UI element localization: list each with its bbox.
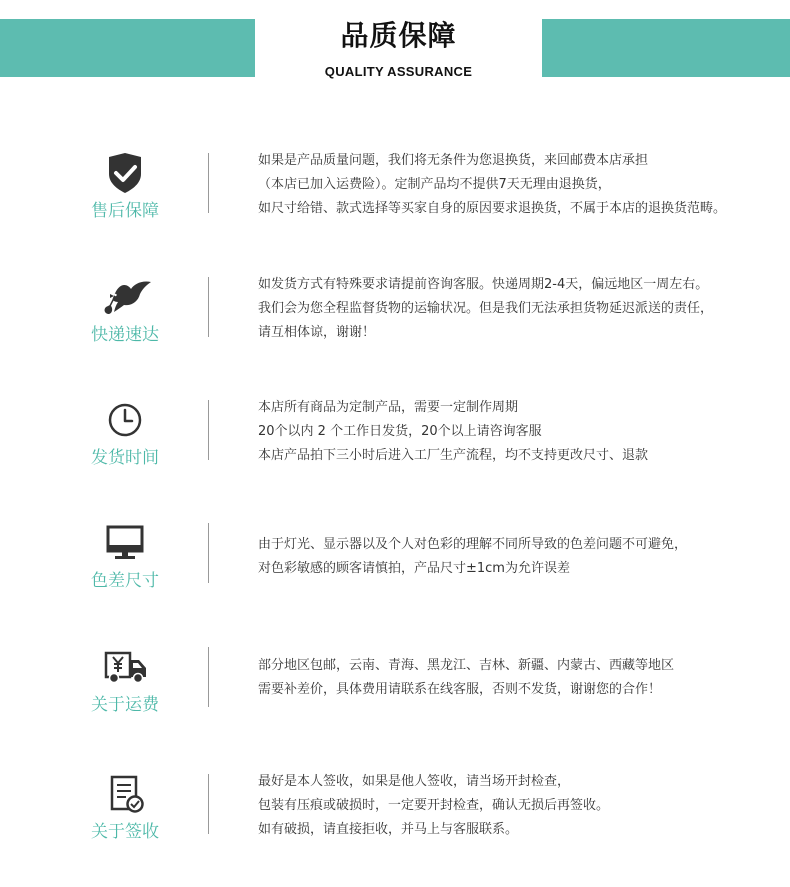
shield-check-icon xyxy=(104,152,146,194)
section-text xyxy=(258,533,778,581)
delivery-truck-yen-icon xyxy=(102,646,150,688)
section-signing xyxy=(0,773,790,873)
section-text xyxy=(258,770,778,842)
page-title: 品质保障 xyxy=(340,19,457,52)
divider xyxy=(208,523,209,583)
divider xyxy=(208,647,209,707)
section-label: 快递速达 xyxy=(91,325,159,345)
text-line: 如果是产品质量问题，我们将无条件为您退换货，来回邮费本店承担 xyxy=(258,153,649,168)
section-text xyxy=(258,396,778,468)
section-shipping-fee xyxy=(0,646,790,746)
text-line: 我们会为您全程监督货物的运输状况。但是我们无法承担货物延迟派送的责任， xyxy=(258,301,714,316)
section-express-delivery xyxy=(0,276,790,376)
text-line: 需要补差价，具体费用请联系在线客服，否则不发货，谢谢您的合作！ xyxy=(258,682,662,697)
header-band-left xyxy=(0,19,255,77)
section-label: 售后保障 xyxy=(91,201,159,221)
text-line: 20个以内 2 个工作日发货，20个以上请咨询客服 xyxy=(258,424,542,439)
section-shipping-time xyxy=(0,399,790,499)
text-line: 包装有压痕或破损时，一定要开封检查，确认无损后再签收。 xyxy=(258,798,610,813)
divider xyxy=(208,400,209,460)
monitor-icon xyxy=(104,522,146,564)
text-line: 部分地区包邮，云南、青海、黑龙江、吉林、新疆、内蒙古、西藏等地区 xyxy=(258,658,675,673)
text-line: 如发货方式有特殊要求请提前咨询客服。快递周期2-4天，偏远地区一周左右。 xyxy=(258,277,709,292)
text-line: 本店所有商品为定制产品，需要一定制作周期 xyxy=(258,400,519,415)
section-text xyxy=(258,273,778,345)
text-line: 由于灯光、显示器以及个人对色彩的理解不同所导致的色差问题不可避免， xyxy=(258,537,688,552)
divider xyxy=(208,774,209,834)
page-subtitle: QUALITY ASSURANCE xyxy=(324,64,473,79)
section-label: 关于签收 xyxy=(91,822,159,842)
text-line: 最好是本人签收，如果是他人签收，请当场开封检查， xyxy=(258,774,571,789)
document-check-icon xyxy=(104,773,146,815)
clock-icon xyxy=(104,399,146,441)
text-line: 如有破损，请直接拒收，并马上与客服联系。 xyxy=(258,822,519,837)
text-line: （本店已加入运费险）。定制产品均不提供7天无理由退换货， xyxy=(258,177,611,192)
bird-carrying-package-icon xyxy=(100,276,152,318)
text-line: 对色彩敏感的顾客请慎拍，产品尺寸±1cm为允许误差 xyxy=(258,561,570,576)
text-line: 本店产品拍下三小时后进入工厂生产流程，均不支持更改尺寸、退款 xyxy=(258,448,649,463)
section-text xyxy=(258,654,778,702)
text-line: 如尺寸给错、款式选择等买家自身的原因要求退换货，不属于本店的退换货范畴。 xyxy=(258,201,727,216)
divider xyxy=(208,153,209,213)
section-label: 色差尺寸 xyxy=(91,571,159,591)
divider xyxy=(208,277,209,337)
section-color-size xyxy=(0,522,790,622)
header-band-right xyxy=(542,19,790,77)
text-line: 请互相体谅，谢谢！ xyxy=(258,325,376,340)
section-text xyxy=(258,149,778,221)
section-label: 关于运费 xyxy=(91,695,159,715)
section-after-sales xyxy=(0,152,790,252)
section-label: 发货时间 xyxy=(91,448,159,468)
